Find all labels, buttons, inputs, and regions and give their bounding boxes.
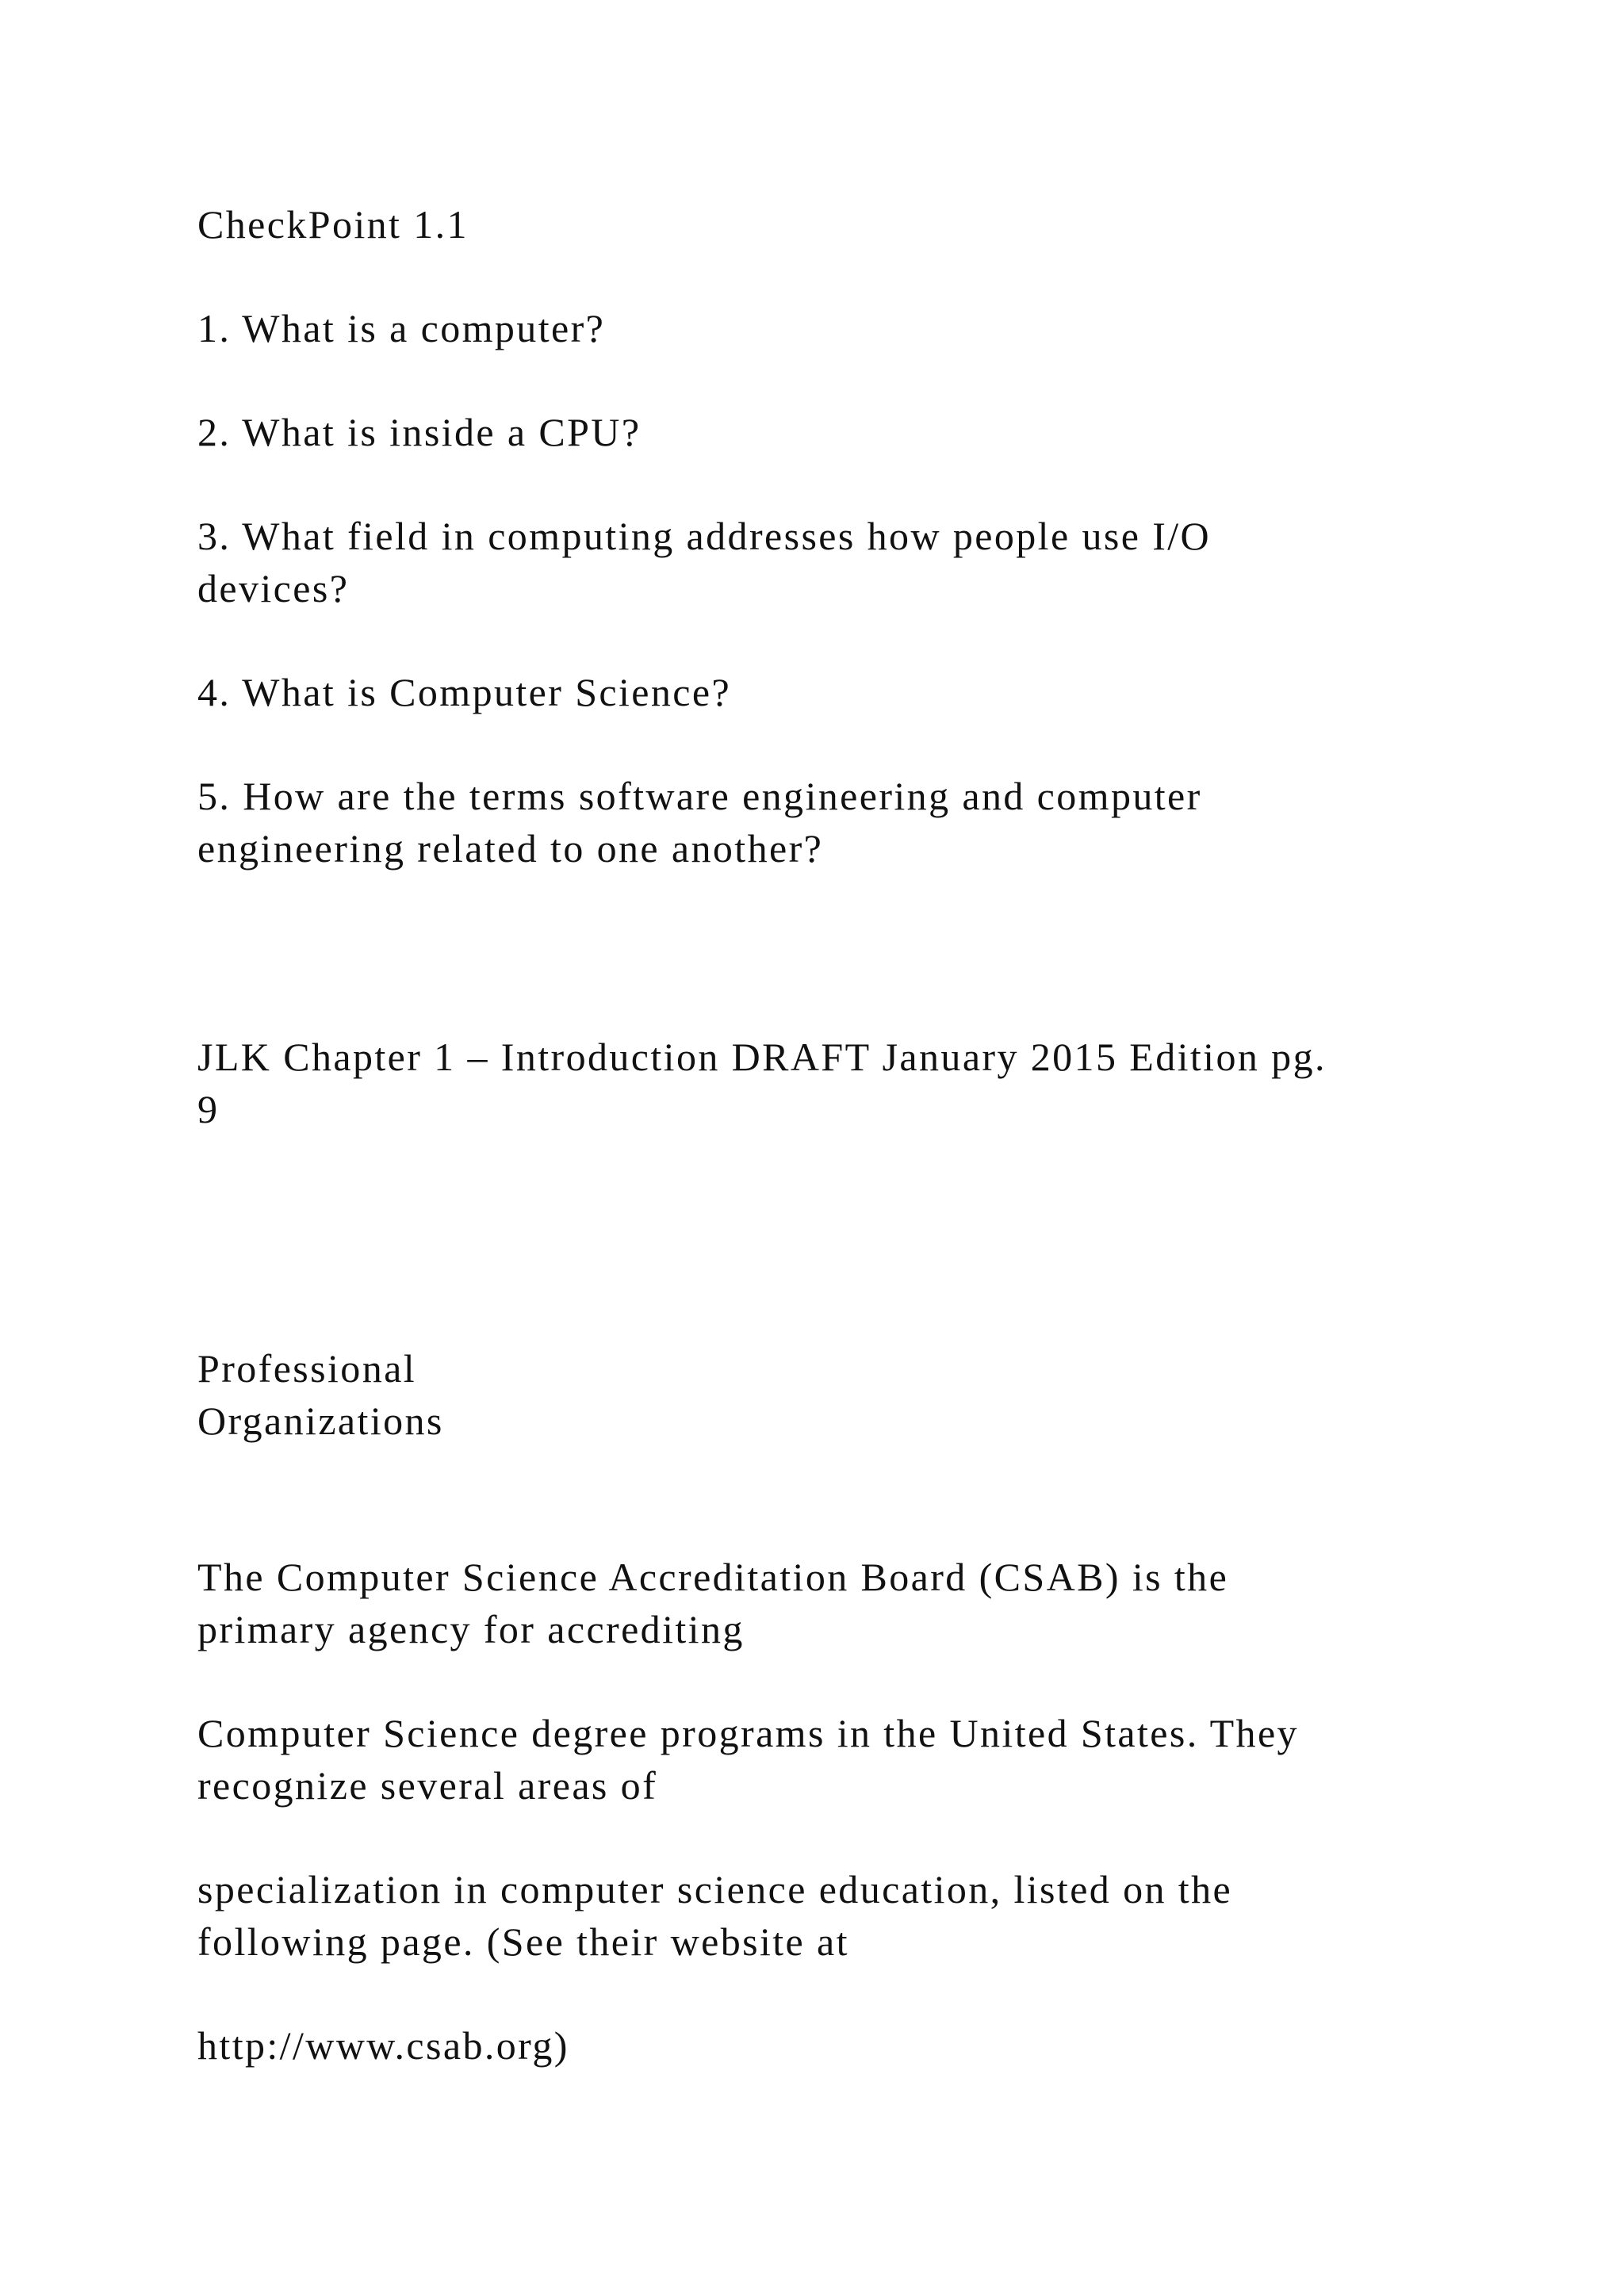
question-3: 3. What field in computing addresses how people use I/O devices? <box>197 514 1212 610</box>
paragraph-1: The Computer Science Accreditation Board (CSAB) is the primary agency for accrediting <box>197 1555 1229 1651</box>
section-title: Professional Organizations <box>197 1346 444 1443</box>
paragraph-2: Computer Science degree programs in the United States. They recognize several areas of <box>197 1711 1299 1808</box>
paragraph-3: specialization in computer science education, listed on the following page. (See their website at <box>197 1867 1233 1964</box>
question-4: 4. What is Computer Science? <box>197 670 732 714</box>
question-2: 2. What is inside a CPU? <box>197 410 642 454</box>
website-link[interactable]: http://www.csab.org) <box>197 2023 569 2068</box>
page-footer: JLK Chapter 1 – Introduction DRAFT January 2015 Edition pg. 9 <box>197 1035 1327 1131</box>
question-5: 5. How are the terms software engineering and computer engineering related to one another? <box>197 774 1202 871</box>
question-1: 1. What is a computer? <box>197 306 606 350</box>
checkpoint-heading: CheckPoint 1.1 <box>197 202 469 247</box>
